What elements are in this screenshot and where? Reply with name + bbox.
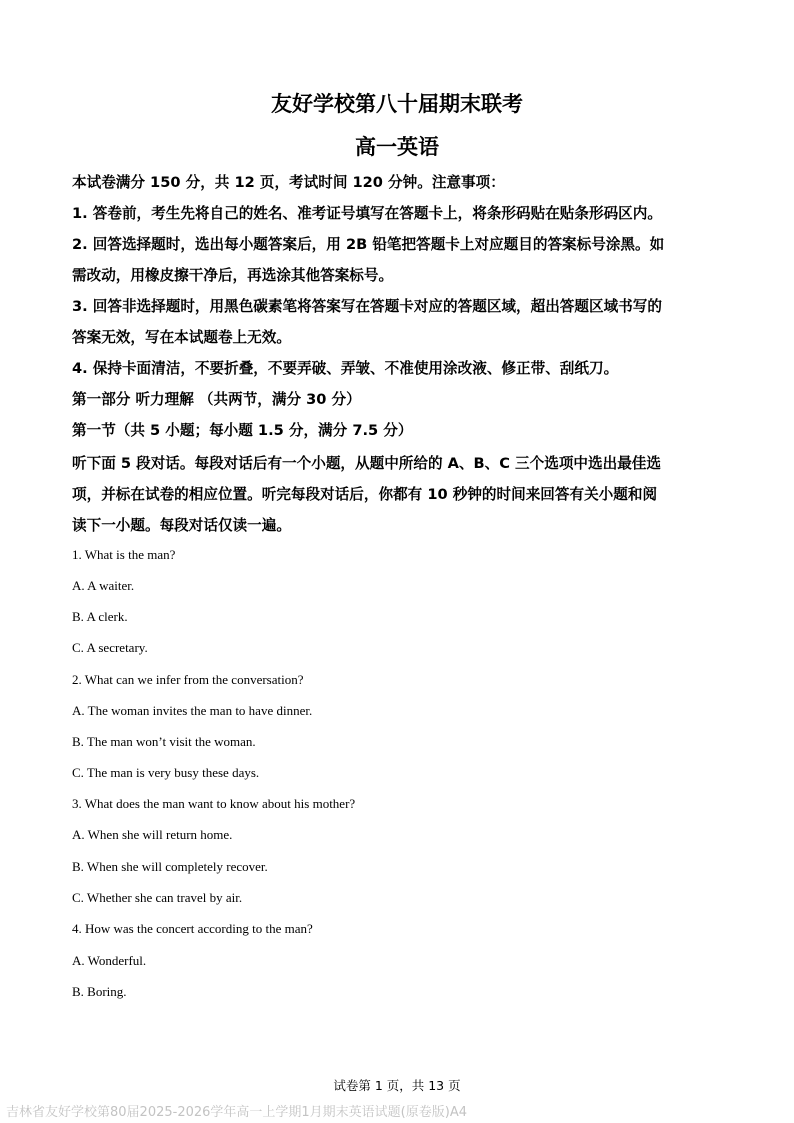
question-2-option-b: B. The man won’t visit the woman.: [72, 734, 256, 749]
question-4-option-b: B. Boring.: [72, 984, 127, 999]
directions-line-1: 听下面 5 段对话。每段对话后有一个小题，从题中所给的 A、B、C 三个选项中选出最佳选: [72, 455, 661, 472]
question-4-stem: 4. How was the concert according to the man?: [72, 921, 313, 936]
page-number: 试卷第 1 页，共 13 页: [333, 1078, 461, 1093]
question-2-option-a: A. The woman invites the man to have dinner.: [72, 703, 313, 718]
directions-line-3: 读下一小题。每段对话仅读一遍。: [72, 517, 291, 534]
instruction-item-3-line-1: 3. 回答非选择题时，用黑色碳素笔将答案写在答题卡对应的答题区域，超出答题区域书写的: [72, 298, 662, 315]
question-3-option-c: C. Whether she can travel by air.: [72, 890, 243, 905]
question-2-option-c: C. The man is very busy these days.: [72, 765, 260, 780]
question-3-option-b: B. When she will completely recover.: [72, 859, 268, 874]
exam-subject: 高一英语: [355, 135, 439, 159]
question-4-option-a: A. Wonderful.: [72, 953, 147, 968]
question-1-option-c: C. A secretary.: [72, 640, 148, 655]
instructions-intro: 本试卷满分 150 分，共 12 页，考试时间 120 分钟。注意事项：: [72, 174, 505, 191]
instruction-item-2-line-1: 2. 回答选择题时，选出每小题答案后，用 2B 铅笔把答题卡上对应题目的答案标号涂黑。如: [72, 236, 665, 253]
directions-line-2: 项，并标在试卷的相应位置。听完每段对话后，你都有 10 秒钟的时间来回答有关小题和阅: [72, 486, 658, 503]
instruction-item-2-line-2: 需改动，用橡皮擦干净后，再选涂其他答案标号。: [72, 267, 394, 284]
instruction-item-3-line-2: 答案无效，写在本试题卷上无效。: [72, 329, 291, 346]
instruction-item-1: 1. 答卷前，考生先将自己的姓名、准考证号填写在答题卡上，将条形码贴在贴条形码区内。: [72, 205, 662, 222]
section1-heading: 第一节（共 5 小题；每小题 1.5 分，满分 7.5 分）: [72, 422, 413, 439]
question-3-option-a: A. When she will return home.: [72, 827, 233, 842]
question-2-stem: 2. What can we infer from the conversation?: [72, 672, 304, 687]
question-3-stem: 3. What does the man want to know about his mother?: [72, 796, 356, 811]
question-1-option-a: A. A waiter.: [72, 578, 135, 593]
part1-heading: 第一部分 听力理解 （共两节，满分 30 分）: [72, 391, 361, 408]
instruction-item-4: 4. 保持卡面清洁，不要折叠，不要弄破、弄皱、不准使用涂改液、修正带、刮纸刀。: [72, 360, 619, 377]
question-1-option-b: B. A clerk.: [72, 609, 128, 624]
document-watermark: 吉林省友好学校第80届2025-2026学年高一上学期1月期末英语试题(原卷版)A4: [6, 1105, 467, 1120]
exam-title: 友好学校第八十届期末联考: [271, 92, 523, 116]
question-1-stem: 1. What is the man?: [72, 547, 176, 562]
